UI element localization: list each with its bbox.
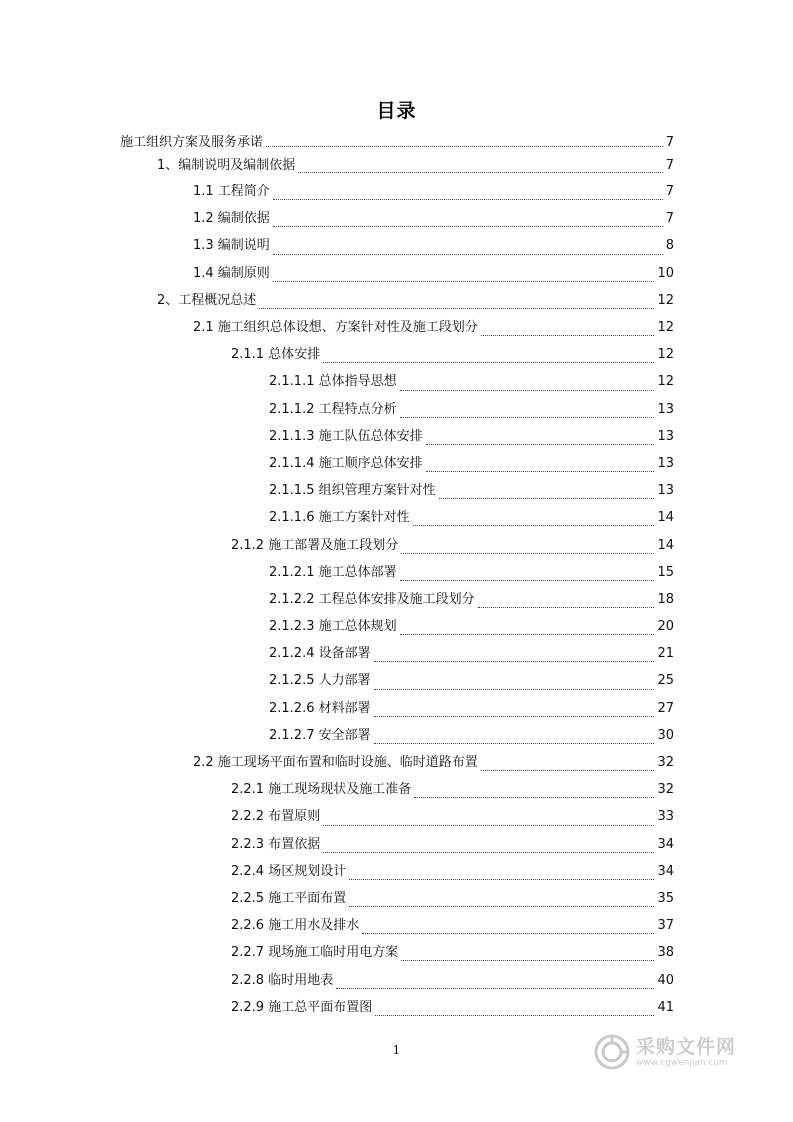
toc-entry-page: 15 xyxy=(657,564,674,580)
toc-entry[interactable] xyxy=(0,232,793,259)
toc-entry-title: 1.4 编制原则 xyxy=(193,265,270,281)
toc-entry-title: 2.1.2.7 安全部署 xyxy=(269,727,371,743)
toc-dot-leader xyxy=(413,525,655,526)
toc-entry[interactable] xyxy=(0,450,793,477)
toc-dot-leader xyxy=(374,716,655,717)
toc-entry-title: 1.3 编制说明 xyxy=(193,238,270,254)
toc-entry[interactable] xyxy=(0,396,793,423)
toc-entry-page: 25 xyxy=(657,673,674,689)
toc-entry-title: 2.1.2.4 设备部署 xyxy=(269,646,371,662)
toc-title: 目录 xyxy=(376,100,417,122)
toc-entry-title: 2.2.3 布置依据 xyxy=(231,836,321,852)
toc-entry-page: 40 xyxy=(657,972,674,988)
table-of-contents xyxy=(0,132,793,1021)
toc-dot-leader xyxy=(401,960,654,961)
toc-entry-page: 10 xyxy=(657,265,674,281)
toc-entry-page: 12 xyxy=(657,347,674,363)
toc-entry[interactable] xyxy=(0,722,793,749)
toc-entry-title: 2.2.2 布置原则 xyxy=(231,809,321,825)
toc-entry-title: 2.1.2.3 施工总体规划 xyxy=(269,619,397,635)
toc-entry-page: 13 xyxy=(657,428,674,444)
toc-dot-leader xyxy=(349,906,654,907)
toc-entry-title: 2.1.2.1 施工总体部署 xyxy=(269,564,397,580)
toc-entry[interactable] xyxy=(0,749,793,776)
toc-entry-page: 20 xyxy=(657,619,674,635)
toc-entry-page: 14 xyxy=(657,537,674,553)
toc-entry[interactable] xyxy=(0,205,793,232)
toc-dot-leader xyxy=(349,879,654,880)
toc-dot-leader xyxy=(273,199,663,200)
toc-dot-leader xyxy=(374,661,655,662)
toc-entry-page: 32 xyxy=(657,755,674,771)
toc-entry[interactable] xyxy=(0,966,793,993)
toc-dot-leader xyxy=(323,825,654,826)
toc-entry[interactable] xyxy=(0,695,793,722)
toc-dot-leader xyxy=(400,634,655,635)
toc-dot-leader xyxy=(374,743,655,744)
toc-entry-title: 2.1.1.4 施工顺序总体安排 xyxy=(269,455,423,471)
toc-dot-leader xyxy=(323,362,654,363)
toc-dot-leader xyxy=(400,580,655,581)
toc-dot-leader xyxy=(426,471,655,472)
toc-entry[interactable] xyxy=(0,831,793,858)
toc-entry-page: 12 xyxy=(657,292,674,308)
toc-entry-title: 2.1.2.5 人力部署 xyxy=(269,673,371,689)
toc-entry-title: 2.1.1.5 组织管理方案针对性 xyxy=(269,483,436,499)
toc-dot-leader xyxy=(266,146,663,147)
toc-dot-leader xyxy=(401,553,654,554)
toc-dot-leader xyxy=(414,797,654,798)
toc-entry-title: 施工组织方案及服务承诺 xyxy=(120,134,264,150)
toc-entry[interactable] xyxy=(0,132,793,152)
toc-entry-title: 2.2.1 施工现场现状及施工准备 xyxy=(231,782,412,798)
toc-dot-leader xyxy=(273,226,663,227)
toc-dot-leader xyxy=(439,498,655,499)
toc-entry[interactable] xyxy=(0,667,793,694)
toc-entry-title: 2.1.1.2 工程特点分析 xyxy=(269,401,397,417)
toc-entry-title: 1、编制说明及编制依据 xyxy=(157,157,296,173)
toc-entry[interactable] xyxy=(0,531,793,558)
toc-entry-title: 2.2.6 施工用水及排水 xyxy=(231,918,360,934)
toc-entry-page: 7 xyxy=(665,134,674,150)
toc-entry-title: 2.1.2.6 材料部署 xyxy=(269,700,371,716)
toc-entry-page: 8 xyxy=(665,238,674,254)
toc-entry-title: 2.1.1.6 施工方案针对性 xyxy=(269,510,410,526)
toc-entry-title: 2.1.1.3 施工队伍总体安排 xyxy=(269,428,423,444)
toc-entry-title: 2.1.2 施工部署及施工段划分 xyxy=(231,537,399,553)
toc-dot-leader xyxy=(273,281,655,282)
toc-entry-page: 34 xyxy=(657,836,674,852)
toc-dot-leader xyxy=(362,933,654,934)
toc-dot-leader xyxy=(374,689,655,690)
toc-entry-page: 12 xyxy=(657,320,674,336)
watermark-url: www.cgwenjian.com xyxy=(636,1057,728,1068)
toc-dot-leader xyxy=(336,988,654,989)
toc-entry-title: 2.1.1 总体安排 xyxy=(231,347,321,363)
toc-entry[interactable] xyxy=(0,152,793,178)
toc-entry-page: 13 xyxy=(657,483,674,499)
toc-entry[interactable] xyxy=(0,994,793,1021)
toc-entry-page: 21 xyxy=(657,646,674,662)
toc-entry[interactable] xyxy=(0,939,793,966)
toc-entry[interactable] xyxy=(0,178,793,205)
toc-entry-title: 2.2.5 施工平面布置 xyxy=(231,890,347,906)
toc-entry[interactable] xyxy=(0,586,793,613)
toc-dot-leader xyxy=(426,444,655,445)
toc-entry-title: 2、工程概况总述 xyxy=(157,292,257,308)
toc-entry-page: 33 xyxy=(657,809,674,825)
toc-entry[interactable] xyxy=(0,504,793,531)
toc-entry-title: 2.1.1.1 总体指导思想 xyxy=(269,374,397,390)
toc-dot-leader xyxy=(400,390,655,391)
toc-dot-leader xyxy=(298,172,662,173)
toc-entry[interactable] xyxy=(0,803,793,830)
toc-entry-page: 18 xyxy=(657,591,674,607)
toc-entry[interactable] xyxy=(0,477,793,504)
toc-entry-page: 7 xyxy=(665,184,674,200)
toc-entry-title: 2.1 施工组织总体设想、方案针对性及施工段划分 xyxy=(193,320,478,336)
toc-entry-page: 13 xyxy=(657,401,674,417)
watermark-name: 采购文件网 xyxy=(636,1035,737,1058)
toc-entry-title: 2.2.7 现场施工临时用电方案 xyxy=(231,945,399,961)
toc-entry[interactable] xyxy=(0,341,793,368)
cgwenjian-logo-icon xyxy=(594,1034,630,1070)
toc-entry-page: 38 xyxy=(657,945,674,961)
toc-entry[interactable] xyxy=(0,858,793,885)
toc-entry[interactable] xyxy=(0,613,793,640)
toc-entry[interactable] xyxy=(0,287,793,314)
toc-entry-page: 35 xyxy=(657,890,674,906)
toc-dot-leader xyxy=(481,770,655,771)
toc-dot-leader xyxy=(400,417,655,418)
toc-entry-page: 37 xyxy=(657,918,674,934)
toc-entry-page: 30 xyxy=(657,727,674,743)
toc-entry-page: 12 xyxy=(657,374,674,390)
toc-entry[interactable] xyxy=(0,640,793,667)
toc-entry-page: 41 xyxy=(657,999,674,1015)
toc-entry-page: 7 xyxy=(665,157,674,173)
toc-dot-leader xyxy=(259,308,654,309)
toc-dot-leader xyxy=(478,607,655,608)
toc-entry-title: 2.2.4 场区规划设计 xyxy=(231,863,347,879)
toc-entry-title: 2.2.9 施工总平面布置图 xyxy=(231,999,373,1015)
toc-entry-page: 32 xyxy=(657,782,674,798)
toc-entry-page: 27 xyxy=(657,700,674,716)
toc-dot-leader xyxy=(273,254,663,255)
toc-entry-page: 34 xyxy=(657,863,674,879)
toc-dot-leader xyxy=(481,335,655,336)
toc-entry-title: 2.2.8 临时用地表 xyxy=(231,972,334,988)
toc-dot-leader xyxy=(375,1015,654,1016)
toc-entry-page: 13 xyxy=(657,455,674,471)
toc-dot-leader xyxy=(323,852,654,853)
watermark xyxy=(594,1030,774,1074)
toc-entry-page: 14 xyxy=(657,510,674,526)
toc-entry-title: 1.2 编制依据 xyxy=(193,211,270,227)
page-number: 1 xyxy=(392,1043,401,1057)
toc-entry-title: 1.1 工程简介 xyxy=(193,184,270,200)
toc-entry-title: 2.1.2.2 工程总体安排及施工段划分 xyxy=(269,591,475,607)
toc-entry-page: 7 xyxy=(665,211,674,227)
toc-entry[interactable] xyxy=(0,423,793,450)
toc-entry[interactable] xyxy=(0,314,793,341)
toc-entry-title: 2.2 施工现场平面布置和临时设施、临时道路布置 xyxy=(193,755,478,771)
toc-entry[interactable] xyxy=(0,912,793,939)
toc-entry[interactable] xyxy=(0,559,793,586)
toc-entry[interactable] xyxy=(0,776,793,803)
toc-entry[interactable] xyxy=(0,885,793,912)
toc-entry[interactable] xyxy=(0,368,793,395)
toc-entry[interactable] xyxy=(0,260,793,287)
